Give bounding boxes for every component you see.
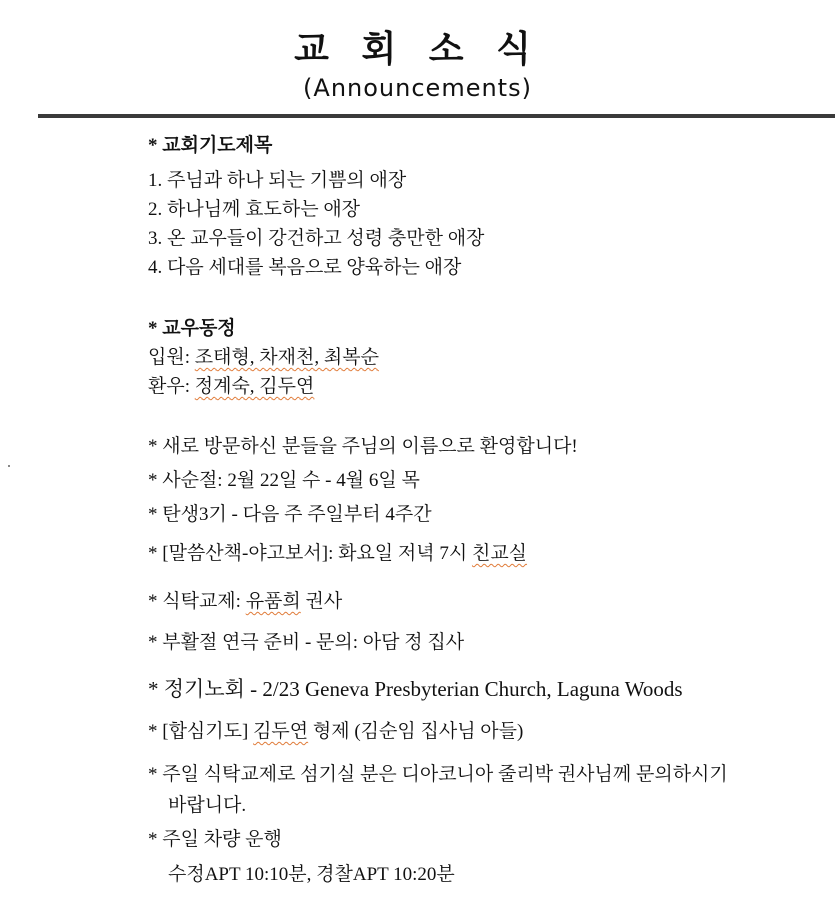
notice-easter-play: * 부활절 연극 준비 - 문의: 아담 정 집사 — [148, 632, 465, 653]
page-subtitle: (Announcements) — [303, 74, 532, 102]
hospital-line — [148, 345, 379, 371]
page-title: 교 회 소 식 — [294, 29, 541, 70]
hospital-label: 입원: — [148, 347, 195, 368]
news-heading: * 교우동정 — [148, 318, 236, 339]
header-divider — [38, 114, 835, 118]
unity-prayer-label: * [합심기도] — [148, 721, 254, 742]
notice-lent: * 사순절: 2월 22일 수 - 4월 6일 목 — [148, 470, 420, 491]
prayer-item-2: 2. 하나님께 효도하는 애장 — [148, 199, 361, 220]
notice-serve-line-1: * 주일 식탁교제로 섬기실 분은 디아코니아 줄리박 권사님께 문의하시기 — [148, 764, 728, 785]
prayer-heading: * 교회기도제목 — [148, 135, 273, 156]
unity-prayer-name: 김두연 — [253, 721, 309, 742]
prayer-item-1: 1. 주님과 하나 되는 기쁨의 애장 — [148, 170, 407, 191]
prayer-item-4: 4. 다음 세대를 복음으로 양육하는 애장 — [148, 257, 462, 278]
recovery-names: 정계숙, 김두연 — [194, 376, 315, 397]
notice-word-walk — [148, 541, 527, 567]
unity-prayer-detail: 형제 (김순임 집사님 아들) — [308, 721, 524, 742]
notice-welcome: * 새로 방문하신 분들을 주님의 이름으로 환영합니다! — [148, 436, 578, 457]
notice-car-schedule: 수정APT 10:10분, 경찰APT 10:20분 — [168, 864, 455, 885]
notice-unity-prayer — [148, 719, 523, 745]
hospital-names: 조태형, 차재천, 최복순 — [194, 347, 379, 368]
table-fellowship-label: * 식탁교제: — [148, 591, 246, 612]
recovery-line — [148, 374, 314, 400]
recovery-label: 환우: — [148, 376, 195, 397]
notice-car-heading: * 주일 차량 운행 — [148, 829, 282, 850]
word-walk-text: * [말씀산책-야고보서]: 화요일 저녁 7시 — [148, 543, 472, 564]
notice-presbytery: * 정기노회 - 2/23 Geneva Presbyterian Church, Laguna Woods — [148, 677, 683, 701]
table-fellowship-name: 유품희 — [245, 591, 301, 612]
prayer-item-3: 3. 온 교우들이 강건하고 성령 충만한 애장 — [148, 228, 485, 249]
word-walk-place: 친교실 — [471, 543, 528, 564]
notice-serve-line-2: 바랍니다. — [168, 795, 247, 816]
notice-birth: * 탄생3기 - 다음 주 주일부터 4주간 — [148, 504, 432, 525]
notice-table-fellowship — [148, 589, 342, 615]
table-fellowship-title: 권사 — [300, 591, 343, 612]
scan-speck — [8, 465, 10, 467]
